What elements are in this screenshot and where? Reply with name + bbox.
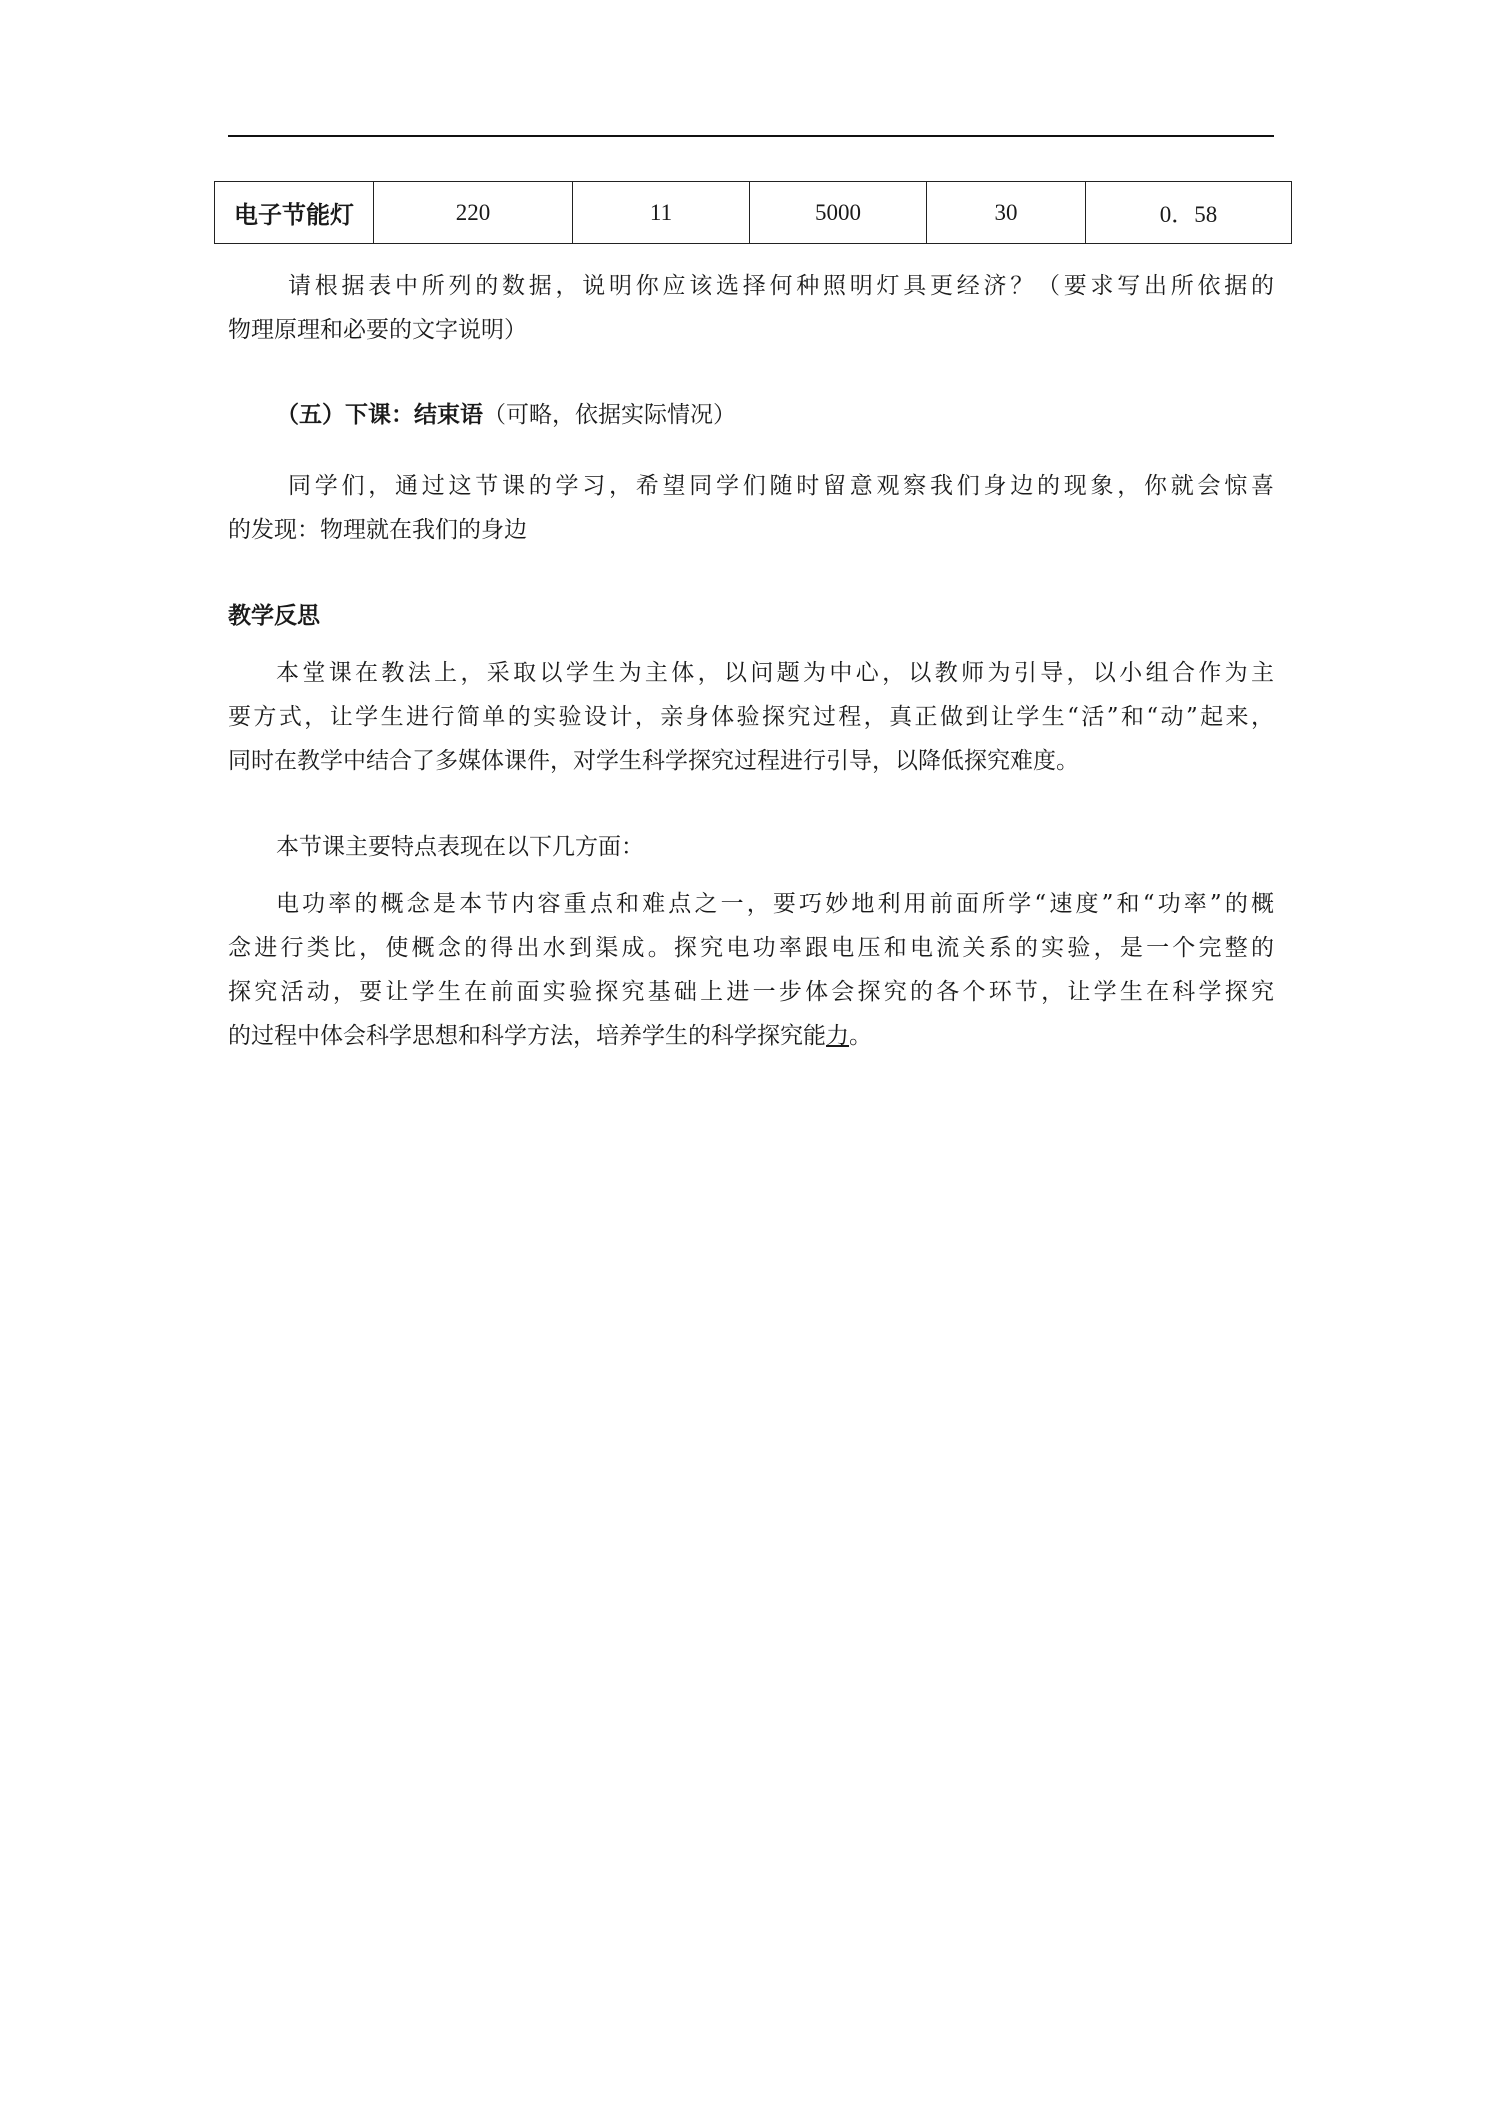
section-title: 结束语	[414, 402, 483, 428]
paragraph-text: 。	[849, 1023, 872, 1049]
section-note: （可略，依据实际情况）	[483, 402, 736, 428]
paragraph-line: 要方式，让学生进行简单的实验设计，亲身体验探究过程，真正做到让学生“活”和“动”起来，	[228, 704, 1274, 730]
closing-paragraph	[228, 464, 1274, 552]
header-rule	[228, 135, 1274, 137]
paragraph-text: 的过程中体会科学思想和科学方法，培养学生的科学探究能	[228, 1023, 826, 1049]
paragraph-line: 同时在教学中结合了多媒体课件，对学生科学探究过程进行引导，以降低探究难度。	[228, 748, 1079, 774]
paragraph-line: 本堂课在教法上，采取以学生为主体，以问题为中心，以教师为引导，以小组合作为主	[276, 660, 1274, 686]
paragraph-line: 本节课主要特点表现在以下几方面：	[276, 834, 644, 860]
closing-line: 的发现：物理就在我们的身边	[228, 517, 527, 543]
paragraph-line: 探究活动，要让学生在前面实验探究基础上进一步体会探究的各个环节，让学生在科学探究	[228, 979, 1274, 1005]
table-row	[215, 182, 1292, 244]
question-line: 请根据表中所列的数据，说明你应该选择何种照明灯具更经济？（要求写出所依据的	[288, 273, 1274, 299]
question-paragraph	[228, 264, 1274, 352]
reflection-heading: 教学反思	[228, 603, 320, 629]
reflection-paragraph-1	[228, 651, 1274, 783]
reflection-paragraph-3	[228, 882, 1274, 1058]
power-cell: 11	[573, 182, 750, 244]
lamp-name-cell: 电子节能灯	[215, 182, 374, 244]
paragraph-line	[228, 1014, 1274, 1058]
lifetime-cell: 5000	[750, 182, 927, 244]
paragraph-line: 念进行类比，使概念的得出水到渠成。探究电功率跟电压和电流关系的实验，是一个完整的	[228, 935, 1274, 961]
section-five-heading	[228, 393, 1274, 437]
paragraph-line: 电功率的概念是本节内容重点和难点之一，要巧妙地利用前面所学“速度”和“功率”的概	[276, 891, 1274, 917]
underlined-text: 力	[826, 1023, 849, 1049]
lamp-data-table	[214, 181, 1292, 244]
closing-line: 同学们，通过这节课的学习，希望同学们随时留意观察我们身边的现象，你就会惊喜	[288, 473, 1274, 499]
reflection-paragraph-2	[228, 825, 1274, 869]
section-label: （五）下课：	[276, 402, 414, 428]
question-line: 物理原理和必要的文字说明）	[228, 317, 527, 343]
price-cell: 30	[927, 182, 1086, 244]
voltage-cell: 220	[374, 182, 573, 244]
electricity-price-cell: 0．58	[1086, 182, 1292, 244]
